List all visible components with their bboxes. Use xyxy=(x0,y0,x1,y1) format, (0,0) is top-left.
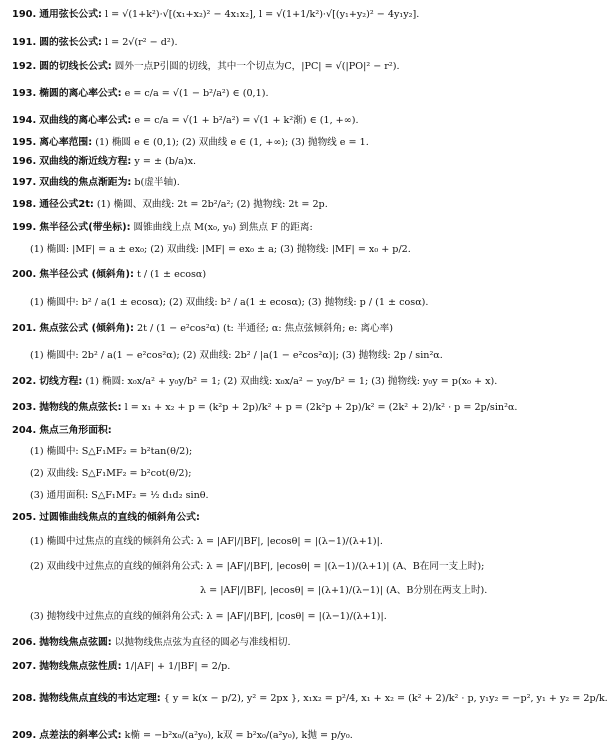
line-200-items xyxy=(30,297,494,309)
line-number: 209. xyxy=(12,730,37,741)
line-formula: 以抛物线焦点弦为直径的圆必与准线相切. xyxy=(114,637,291,648)
line-204-item-3 xyxy=(30,490,494,502)
line-197 xyxy=(12,177,494,189)
line-label: 抛物线焦点弦性质: xyxy=(39,661,122,672)
line-204-item-1 xyxy=(30,446,494,458)
line-formula: (3) 抛物线中过焦点的直线的倾斜角公式: λ = |AF|/|BF|, |cosθ| = |(λ−1)/(λ+1)|. xyxy=(30,611,387,622)
line-number: 206. xyxy=(12,637,37,648)
line-number: 199. xyxy=(12,222,37,233)
line-formula: (1) 椭圆中: b² / a(1 ± ecosα); (2) 双曲线: b² / a(1 ± ecosα); (3) 抛物线: p / (1 ± cosα). xyxy=(30,297,429,308)
line-label: 切线方程: xyxy=(39,376,83,387)
line-199-items xyxy=(30,244,494,256)
line-formula: λ = |AF|/|BF|, |ecosθ| = |(λ+1)/(λ−1)| (A、B分别在两支上时). xyxy=(200,585,488,596)
line-label: 抛物线焦点直线的韦达定理: xyxy=(39,693,161,704)
line-198 xyxy=(12,199,494,211)
line-200 xyxy=(12,269,494,281)
line-formula: y = ± (b/a)x. xyxy=(134,156,197,167)
line-number: 192. xyxy=(12,61,37,72)
line-label: 抛物线焦点弦圆: xyxy=(39,637,112,648)
line-label: 焦半径公式(带坐标): xyxy=(39,222,131,233)
line-196 xyxy=(12,156,494,168)
line-number: 208. xyxy=(12,693,37,704)
line-number: 201. xyxy=(12,323,37,334)
line-label: 椭圆的离心率公式: xyxy=(39,88,122,99)
line-label: 双曲线的渐近线方程: xyxy=(39,156,132,167)
line-formula: (1) 椭圆中: 2b² / a(1 − e²cos²α); (2) 双曲线: 2b² / |a(1 − e²cos²α)|; (3) 抛物线: 2p / sin²α. xyxy=(30,350,443,361)
line-205-item-2 xyxy=(30,561,494,573)
line-195 xyxy=(12,137,494,149)
line-203 xyxy=(12,402,518,414)
line-201-items xyxy=(30,350,494,362)
line-number: 200. xyxy=(12,269,37,280)
line-formula: (2) 双曲线: S△F₁MF₂ = b²cot(θ/2); xyxy=(30,468,192,479)
line-202 xyxy=(12,376,498,388)
line-205-item-3 xyxy=(30,611,494,623)
line-formula: 1/|AF| + 1/|BF| = 2/p. xyxy=(124,661,231,672)
line-formula: e = c/a = √(1 + b²/a²) = √(1 + k²渐) ∈ (1, +∞). xyxy=(134,115,359,126)
line-194 xyxy=(12,115,494,127)
line-label: 焦点弦公式 (倾斜角): xyxy=(39,323,134,334)
line-204 xyxy=(12,425,494,437)
line-number: 207. xyxy=(12,661,37,672)
line-193 xyxy=(12,88,494,100)
line-formula: (1) 椭圆中: S△F₁MF₂ = b²tan(θ/2); xyxy=(30,446,193,457)
line-label: 过圆锥曲线焦点的直线的倾斜角公式: xyxy=(39,512,200,523)
line-label: 圆的弦长公式: xyxy=(39,37,102,48)
line-formula: l = x₁ + x₂ + p = (k²p + 2p)/k² + p = (2k²p + 2p)/k² = (2k² + 2)/k² · p = 2p/sin²α. xyxy=(124,402,518,413)
line-205-item-2b xyxy=(200,585,494,597)
line-formula: 2t / (1 − e²cos²α) (t: 半通径; α: 焦点弦倾斜角; e: 离心率) xyxy=(136,323,393,334)
line-number: 202. xyxy=(12,376,37,387)
line-206 xyxy=(12,637,494,649)
line-204-item-2 xyxy=(30,468,494,480)
line-formula: k椭 = −b²x₀/(a²y₀), k双 = b²x₀/(a²y₀), k抛 = p/y₀. xyxy=(124,730,353,741)
line-number: 203. xyxy=(12,402,37,413)
line-number: 190. xyxy=(12,9,37,20)
line-label: 双曲线的离心率公式: xyxy=(39,115,132,126)
line-number: 195. xyxy=(12,137,37,148)
line-formula: l = √(1+k²)·√[(x₁+x₂)² − 4x₁x₂], l = √(1+1/k²)·√[(y₁+y₂)² − 4y₁y₂]. xyxy=(105,9,420,20)
line-label: 离心率范围: xyxy=(39,137,93,148)
line-191 xyxy=(12,37,494,49)
line-192 xyxy=(12,61,494,73)
line-formula: b(虚半轴). xyxy=(134,177,180,188)
line-number: 196. xyxy=(12,156,37,167)
line-number: 205. xyxy=(12,512,37,523)
line-number: 197. xyxy=(12,177,37,188)
line-199 xyxy=(12,222,494,234)
line-formula: (2) 双曲线中过焦点的直线的倾斜角公式: λ = |AF|/|BF|, |ecosθ| = |(λ−1)/(λ+1)| (A、B在同一支上时); xyxy=(30,561,485,572)
line-207 xyxy=(12,661,494,673)
line-label: 焦半径公式 (倾斜角): xyxy=(39,269,134,280)
line-number: 191. xyxy=(12,37,37,48)
line-208 xyxy=(12,693,608,705)
line-formula: t / (1 ± ecosα) xyxy=(136,269,207,280)
line-formula: 圆外一点P引圆的切线，其中一个切点为C，|PC| = √(|PO|² − r²). xyxy=(114,61,400,72)
line-label: 圆的切线长公式: xyxy=(39,61,112,72)
line-formula: (1) 椭圆: |MF| = a ± ex₀; (2) 双曲线: |MF| = ex₀ ± a; (3) 抛物线: |MF| = x₀ + p/2. xyxy=(30,244,411,255)
line-formula: e = c/a = √(1 − b²/a²) ∈ (0,1). xyxy=(124,88,269,99)
line-209 xyxy=(12,730,494,742)
line-number: 193. xyxy=(12,88,37,99)
line-label: 点差法的斜率公式: xyxy=(39,730,122,741)
line-formula: l = 2√(r² − d²). xyxy=(105,37,178,48)
line-formula: (1) 椭圆中过焦点的直线的倾斜角公式: λ = |AF|/|BF|, |ecosθ| = |(λ−1)/(λ+1)|. xyxy=(30,536,383,547)
line-label: 通用弦长公式: xyxy=(39,9,102,20)
line-205-item-1 xyxy=(30,536,494,548)
line-label: 通径公式2t: xyxy=(39,199,94,210)
line-formula: (3) 通用面积: S△F₁MF₂ = ½ d₁d₂ sinθ. xyxy=(30,490,209,501)
line-label: 双曲线的焦点渐距为: xyxy=(39,177,132,188)
line-formula: 圆锥曲线上点 M(x₀, y₀) 到焦点 F 的距离: xyxy=(133,222,313,233)
line-number: 204. xyxy=(12,425,37,436)
line-number: 194. xyxy=(12,115,37,126)
line-formula: { y = k(x − p/2), y² = 2px }, x₁x₂ = p²/4, x₁ + x₂ = (k² + 2)/k² · p, y₁y₂ = −p², y₁ + y₂ = 2p/k. xyxy=(163,693,608,704)
line-formula: (1) 椭圆: x₀x/a² + y₀y/b² = 1; (2) 双曲线: x₀x/a² − y₀y/b² = 1; (3) 抛物线: y₀y = p(x₀ + x). xyxy=(85,376,498,387)
line-formula: (1) 椭圆、双曲线: 2t = 2b²/a²; (2) 抛物线: 2t = 2p. xyxy=(96,199,328,210)
line-190 xyxy=(12,9,494,21)
line-201 xyxy=(12,323,494,335)
line-number: 198. xyxy=(12,199,37,210)
line-formula: (1) 椭圆 e ∈ (0,1); (2) 双曲线 e ∈ (1, +∞); (3) 抛物线 e = 1. xyxy=(95,137,369,148)
line-205 xyxy=(12,512,494,524)
line-label: 抛物线的焦点弦长: xyxy=(39,402,122,413)
line-label: 焦点三角形面积: xyxy=(39,425,112,436)
